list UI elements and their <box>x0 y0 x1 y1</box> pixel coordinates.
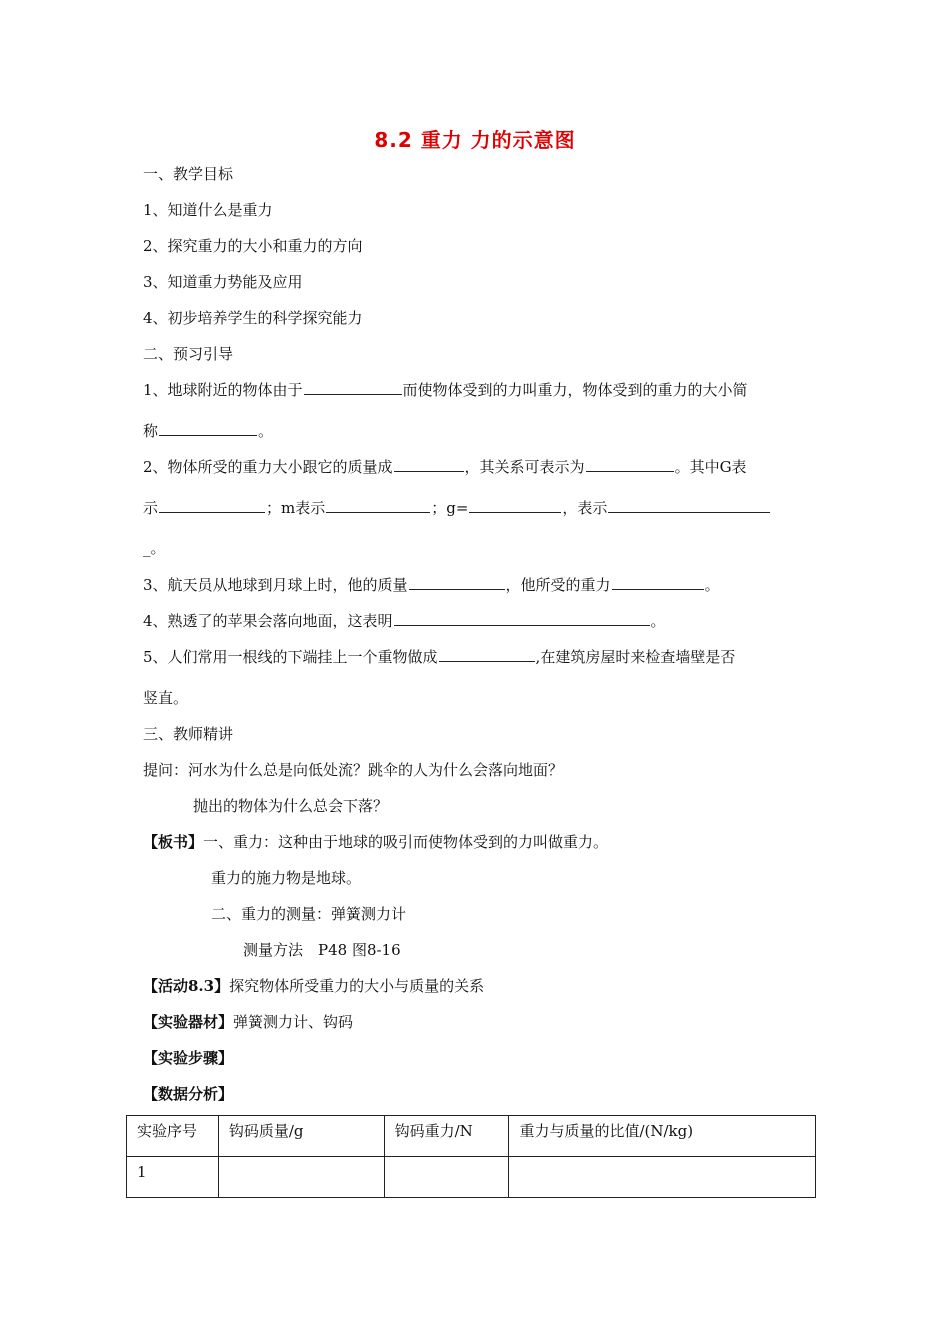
question-3-text-a: 3、航天员从地球到月球上时，他的质量 <box>143 576 408 594</box>
question-1-text-b: 而使物体受到的力叫重力，物体受到的重力的大小简 <box>402 381 748 399</box>
question-1-text-a: 1、地球附近的物体由于 <box>143 381 303 399</box>
board-line-1 <box>143 832 608 852</box>
table-header-cell: 重力与质量的比值/(N/kg) <box>509 1116 816 1157</box>
board-line-3: 二、重力的测量：弹簧测力计 <box>211 905 407 923</box>
section-heading-teaching: 三、教师精讲 <box>143 725 234 743</box>
section-heading-objectives: 一、教学目标 <box>143 165 234 183</box>
blank-field <box>304 380 402 395</box>
question-2-line-3: _。 <box>143 539 166 557</box>
question-1-text-c: 称 <box>143 422 159 440</box>
analysis-label: 【数据分析】 <box>143 1085 234 1103</box>
table-cell <box>509 1157 816 1198</box>
question-5-text-b: ,在建筑房屋时来检查墙壁是否 <box>535 648 736 666</box>
objective-item-4: 4、初步培养学生的科学探究能力 <box>143 309 363 327</box>
blank-field <box>326 498 430 513</box>
question-5-line-2: 竖直。 <box>143 689 189 707</box>
equipment-label: 【实验器材】 <box>143 1013 234 1031</box>
table-header-cell: 实验序号 <box>127 1116 219 1157</box>
table-cell: 1 <box>127 1157 219 1198</box>
question-2-text-d: 示 <box>143 499 159 517</box>
board-line-2: 重力的施力物是地球。 <box>211 869 362 887</box>
blank-field <box>409 575 505 590</box>
question-1-line-1 <box>143 380 807 400</box>
table-cell <box>384 1157 509 1198</box>
question-2-text-f: ；g= <box>431 499 469 517</box>
question-1-text-d: 。 <box>258 422 274 440</box>
steps-label: 【实验步骤】 <box>143 1049 234 1067</box>
question-4-text-b: 。 <box>650 612 666 630</box>
question-2-text-e: ；m表示 <box>266 499 326 517</box>
question-2-text-b: ，其关系可表示为 <box>464 458 585 476</box>
table-cell <box>218 1157 384 1198</box>
table-header-cell: 钩码质量/g <box>218 1116 384 1157</box>
blank-field <box>159 498 265 513</box>
blank-field <box>608 498 770 513</box>
table-row <box>127 1157 816 1198</box>
objective-item-2: 2、探究重力的大小和重力的方向 <box>143 237 363 255</box>
question-3-text-c: 。 <box>704 576 720 594</box>
blank-field <box>394 457 464 472</box>
question-1-line-2 <box>143 421 273 441</box>
equipment-text: 弹簧测力计、钩码 <box>233 1013 354 1031</box>
question-2-text-g: ，表示 <box>562 499 608 517</box>
question-3-text-b: ，他所受的重力 <box>505 576 611 594</box>
activity-text: 探究物体所受重力的大小与质量的关系 <box>229 977 485 995</box>
table-header-row <box>127 1116 816 1157</box>
table-header-cell: 钩码重力/N <box>384 1116 509 1157</box>
question-4 <box>143 611 666 631</box>
board-line-4: 测量方法 P48 图8-16 <box>243 941 401 959</box>
blank-field <box>159 421 257 436</box>
blank-field <box>469 498 561 513</box>
data-table <box>126 1115 816 1198</box>
question-2-text-c: 。其中G表 <box>674 458 747 476</box>
question-5-text-a: 5、人们常用一根线的下端挂上一个重物做成 <box>143 648 438 666</box>
blank-field <box>439 647 535 662</box>
section-heading-preview: 二、预习引导 <box>143 345 234 363</box>
question-4-text-a: 4、熟透了的苹果会落向地面，这表明 <box>143 612 393 630</box>
objective-item-1: 1、知道什么是重力 <box>143 201 273 219</box>
activity-line <box>143 976 484 996</box>
equipment-line <box>143 1012 353 1032</box>
blank-field <box>394 611 650 626</box>
question-2-line-1 <box>143 457 747 477</box>
board-label: 【板书】 <box>143 833 204 851</box>
question-3 <box>143 575 720 595</box>
objective-item-3: 3、知道重力势能及应用 <box>143 273 303 291</box>
activity-label: 【活动8.3】 <box>143 977 230 995</box>
page-title: 8.2 重力 力的示意图 <box>374 128 576 152</box>
question-5-line-1 <box>143 647 735 667</box>
question-2-text-a: 2、物体所受的重力大小跟它的质量成 <box>143 458 393 476</box>
blank-field <box>612 575 704 590</box>
question-text-1: 提问：河水为什么总是向低处流？跳伞的人为什么会落向地面？ <box>143 761 564 779</box>
question-text-2: 抛出的物体为什么总会下落？ <box>193 797 389 815</box>
question-2-line-2 <box>143 498 771 518</box>
blank-field <box>586 457 674 472</box>
board-text-1: 一、重力：这种由于地球的吸引而使物体受到的力叫做重力。 <box>203 833 609 851</box>
